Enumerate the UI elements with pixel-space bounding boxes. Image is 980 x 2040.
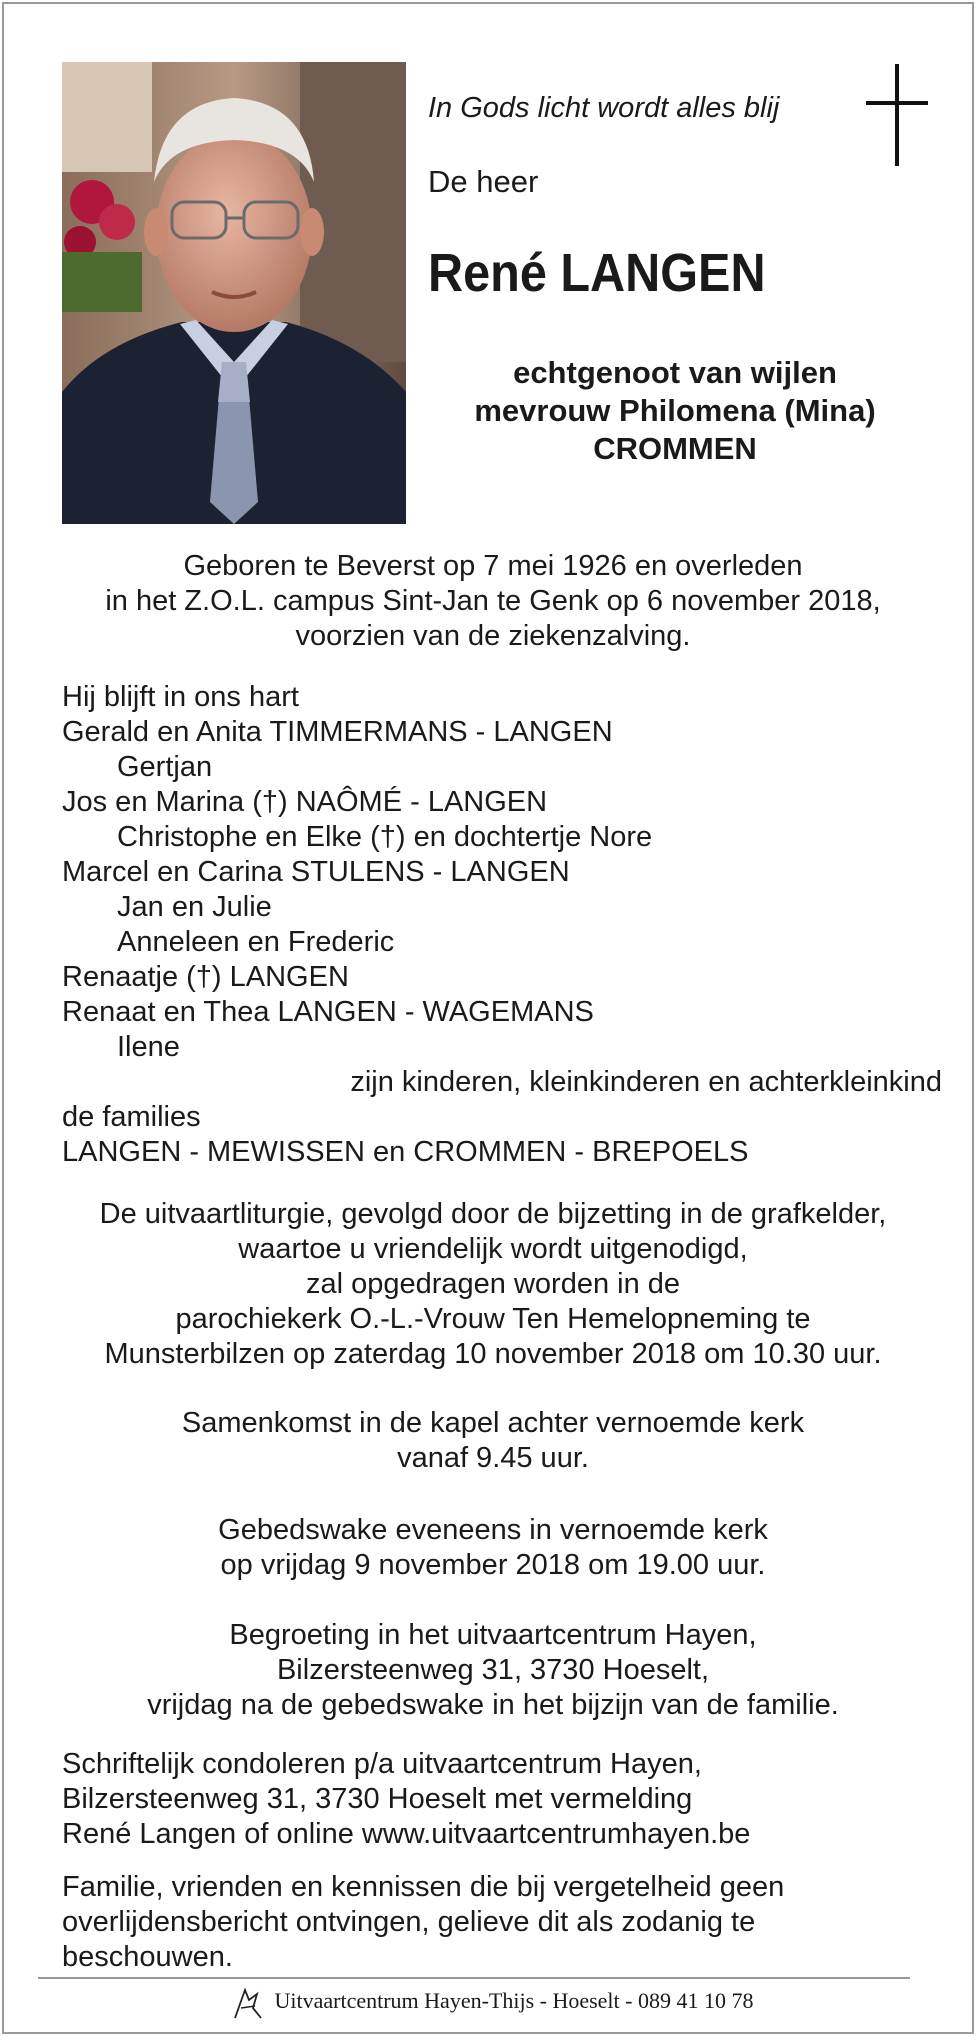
- family-member: Gerald en Anita TIMMERMANS - LANGEN: [62, 716, 613, 748]
- family-member: Renaatje (†) LANGEN: [62, 961, 349, 993]
- text-line: voorzien van de ziekenzalving.: [295, 620, 691, 652]
- spouse-line: mevrouw Philomena (Mina): [474, 393, 876, 428]
- text-line: vanaf 9.45 uur.: [397, 1442, 589, 1474]
- family-member: Renaat en Thea LANGEN - WAGEMANS: [62, 996, 594, 1028]
- family-relation: zijn kinderen, kleinkinderen en achterkleinkind: [350, 1066, 942, 1098]
- spouse-info: [428, 354, 922, 468]
- families-label: de families: [62, 1101, 201, 1133]
- motto: In Gods licht wordt alles blij: [428, 92, 780, 124]
- text-line: De uitvaartliturgie, gevolgd door de bijzetting in de grafkelder,: [99, 1198, 887, 1230]
- family-list: [62, 680, 942, 1170]
- deceased-name: René LANGEN: [428, 243, 766, 303]
- text-line: Bilzersteenweg 31, 3730 Hoeselt met vermelding: [62, 1783, 693, 1815]
- families-names: LANGEN - MEWISSEN en CROMMEN - BREPOELS: [62, 1136, 749, 1168]
- footer: [4, 1986, 980, 2020]
- text-line: Samenkomst in de kapel achter vernoemde kerk: [181, 1407, 805, 1439]
- family-intro: Hij blijft in ons hart: [62, 681, 299, 713]
- footer-text: Uitvaartcentrum Hayen-Thijs - Hoeselt - 089 41 10 78: [274, 1988, 754, 2014]
- portrait-illustration: [62, 62, 406, 524]
- grandchild: Christophe en Elke (†) en dochtertje Nore: [117, 821, 653, 853]
- portrait-photo: [62, 62, 406, 524]
- notice-info: [62, 1870, 942, 1975]
- condolence-info: [62, 1747, 942, 1852]
- text-line: waartoe u vriendelijk wordt uitgenodigd,: [238, 1233, 748, 1265]
- spouse-line: echtgenoot van wijlen: [513, 355, 837, 390]
- greeting-info: [44, 1618, 942, 1723]
- text-line: Bilzersteenweg 31, 3730 Hoeselt,: [276, 1654, 710, 1686]
- vigil-info: [44, 1513, 942, 1583]
- family-member: Marcel en Carina STULENS - LANGEN: [62, 856, 570, 888]
- text-line: vrijdag na de gebedswake in het bijzijn van de familie.: [147, 1689, 839, 1721]
- funeral-home-logo-icon: [231, 1986, 265, 2020]
- liturgy-info: [44, 1197, 942, 1372]
- salutation: De heer: [428, 164, 539, 199]
- footer-divider: [38, 1977, 910, 1979]
- cross-icon: [866, 64, 928, 166]
- obituary-card: [2, 2, 974, 2034]
- text-line: in het Z.O.L. campus Sint-Jan te Genk op 6 november 2018,: [105, 585, 881, 617]
- birth-death-info: [44, 549, 942, 654]
- text-line: Geboren te Beverst op 7 mei 1926 en overleden: [183, 550, 803, 582]
- text-line: parochiekerk O.-L.-Vrouw Ten Hemelopneming te: [175, 1303, 811, 1335]
- text-line: Begroeting in het uitvaartcentrum Hayen,: [229, 1619, 757, 1651]
- text-line: Munsterbilzen op zaterdag 10 november 2018 om 10.30 uur.: [104, 1338, 882, 1370]
- text-line: beschouwen.: [62, 1941, 233, 1973]
- text-line: Familie, vrienden en kennissen die bij vergetelheid geen: [62, 1871, 785, 1903]
- text-line: Schriftelijk condoleren p/a uitvaartcentrum Hayen,: [62, 1748, 702, 1780]
- text-line: Gebedswake eveneens in vernoemde kerk: [218, 1514, 768, 1546]
- grandchild: Anneleen en Frederic: [117, 926, 395, 958]
- family-member: Jos en Marina (†) NAÔMÉ - LANGEN: [62, 786, 548, 818]
- gathering-info: [44, 1406, 942, 1476]
- grandchild: Jan en Julie: [117, 891, 272, 923]
- text-line: zal opgedragen worden in de: [305, 1268, 681, 1300]
- grandchild: Ilene: [117, 1031, 180, 1063]
- text-line: op vrijdag 9 november 2018 om 19.00 uur.: [220, 1549, 766, 1581]
- text-line: René Langen of online www.uitvaartcentrumhayen.be: [62, 1818, 751, 1850]
- grandchild: Gertjan: [117, 751, 213, 783]
- spouse-line: CROMMEN: [593, 431, 757, 466]
- text-line: overlijdensbericht ontvingen, gelieve dit als zodanig te: [62, 1906, 756, 1938]
